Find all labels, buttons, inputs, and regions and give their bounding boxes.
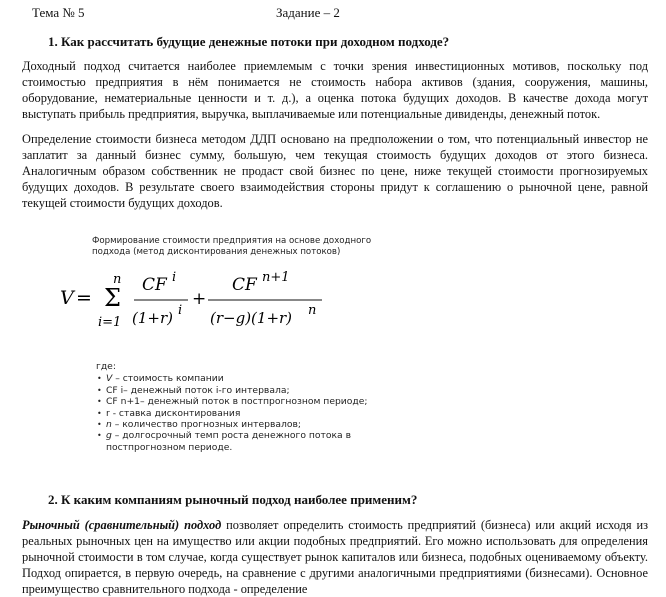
formula-den-2: (r−g)(1+r) xyxy=(210,309,293,327)
figure-caption-line-1: Формирование стоимости предприятия на основе доходного xyxy=(92,236,372,246)
legend-text: – стоимость компании xyxy=(112,373,224,385)
formula-legend xyxy=(96,361,396,453)
formula-sum-upper: n xyxy=(113,272,122,287)
legend-text: – долгосрочный темп роста денежного потока в постпрогнозном периоде. xyxy=(106,430,351,453)
dcf-formula xyxy=(60,268,360,338)
legend-item-g xyxy=(96,430,396,453)
legend-item-cf-i xyxy=(96,385,396,396)
legend-item-r xyxy=(96,408,396,419)
question-1-heading: 1. Как рассчитать будущие денежные потоки при доходном подходе? xyxy=(48,34,450,49)
formula-equals: = xyxy=(76,287,92,309)
legend-text: CF i– денежный поток i-го интервала; xyxy=(106,384,290,396)
legend-text: – количество прогнозных интервалов; xyxy=(111,419,301,431)
formula-num-2-sup: n+1 xyxy=(262,270,290,285)
topic-header: Тема № 5 xyxy=(32,5,85,20)
legend-var: n xyxy=(106,419,112,431)
paragraph-dcf-method: Определение стоимости бизнеса методом ДДП основано на предположении о том, что потенциальный инвестор не заплатит за данный бизнес сумму, большую, чем текущая стоимость будущих доходов от этого бизнеса. Аналогичным образом собственник не продаст свой бизнес по цене, ниже текущей стоимости прогнозируемых будущих доходов. В результате своего взаимодействия стороны придут к соглашению о рыночной цене, равной текущей стоимости будущих доходов. xyxy=(22,132,648,210)
formula-num-2: CF xyxy=(232,275,257,295)
legend-list xyxy=(96,373,396,453)
question-2-heading: 2. К каким компаниям рыночный подход наиболее применим? xyxy=(48,492,418,507)
market-approach-term: Рыночный (сравнительный) подход xyxy=(22,518,222,532)
legend-item-v xyxy=(96,373,396,384)
formula-sum-lower: i=1 xyxy=(98,315,122,330)
legend-item-n xyxy=(96,419,396,430)
legend-text: CF n+1– денежный поток в постпрогнозном периоде; xyxy=(106,396,368,408)
figure-caption-line-2: подхода (метод дисконтирования денежных потоков) xyxy=(92,247,341,257)
formula-den-1-sup: i xyxy=(178,303,183,318)
paragraph-market-approach xyxy=(22,517,648,597)
formula-v: V xyxy=(60,287,74,309)
formula-num-1-sup: i xyxy=(172,270,177,285)
legend-var: V xyxy=(106,373,113,385)
task-header: Задание – 2 xyxy=(276,5,340,20)
formula-num-1: CF xyxy=(142,275,167,295)
formula-den-2-sup: n xyxy=(308,303,317,318)
legend-var: g xyxy=(106,430,112,442)
formula-sigma: Σ xyxy=(104,284,121,312)
market-approach-text: позволяет определить стоимость предприятий (бизнеса) или акций исходя из реальных рыночных цен на имущество или акции подобных предприятий. Его можно использовать для определения рыночной стоимости в том случае, когда существует рынок капиталов или бизнеса, подобных оцениваемому объекту. Подход опирается, в первую очередь, на сравнение с другими аналогичными предприятиями (бизнесами). Основное преимущество сравнительного подхода - определение xyxy=(22,518,648,596)
formula-plus: + xyxy=(192,289,207,309)
figure-caption xyxy=(92,236,371,258)
legend-item-cf-n1 xyxy=(96,396,396,407)
paragraph-income-approach: Доходный подход считается наиболее приемлемым с точки зрения инвестиционных мотивов, поскольку под стоимостью предприятия в нём понимается не стоимость набора активов (здания, сооружения, машины, оборудование, нематериальные ценности и т. д.), а оценка потока будущих доходов. В качестве дохода могут выступать прибыль предприятия, выручка, выплачиваемые или потенциальные дивиденды, денежный поток. xyxy=(22,59,648,121)
legend-text: r - ставка дисконтирования xyxy=(106,407,241,419)
legend-where: где: xyxy=(96,361,116,372)
formula-den-1: (1+r) xyxy=(132,309,173,327)
